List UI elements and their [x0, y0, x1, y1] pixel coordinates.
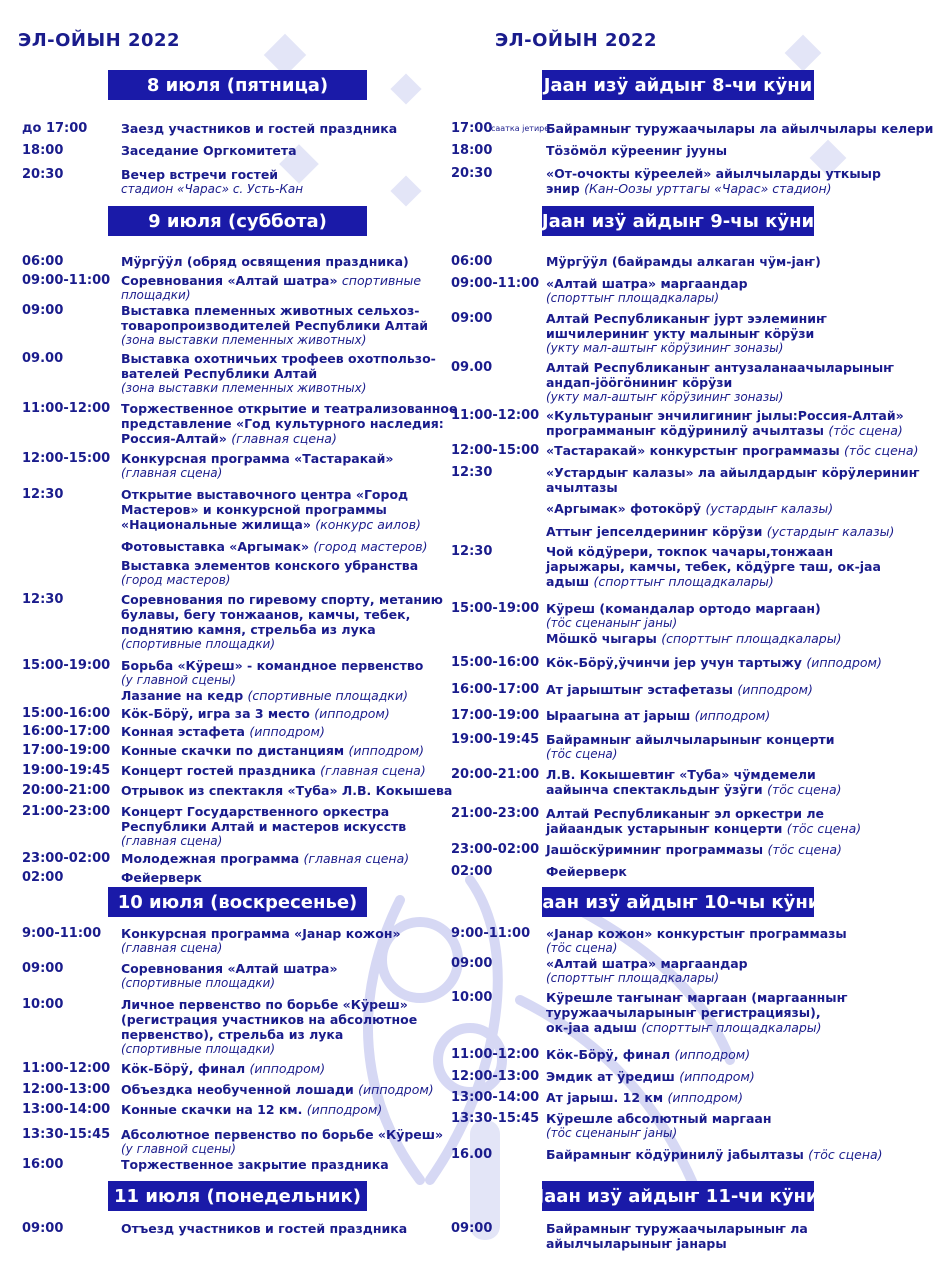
event-title: Ат јарыштыҥ эстафетазы (ипподром)	[546, 682, 813, 697]
event-text	[546, 1047, 750, 1062]
event-title: булавы, бегу тонжаанов, камчы, тебек,	[121, 607, 411, 622]
event-title: Россия-Алтай» (главная сцена)	[121, 431, 337, 446]
event-location: (у главной сцены)	[121, 673, 236, 687]
day-header: 9 июля (суббота)	[108, 206, 367, 236]
event-title: Л.В. Кокышевтиҥ «Туба» чӱмдемели	[546, 767, 816, 782]
event-time: 19:00-19:45	[22, 763, 111, 778]
event-location: (тӧс сцена)	[808, 1147, 883, 1162]
event-title: «Национальные жилища» (конкурс аилов)	[121, 517, 421, 532]
event-title: Аттыҥ јепселдериниҥ кӧрӱзи (устардыҥ калазы)	[546, 524, 895, 539]
event-time: 09.00	[22, 351, 64, 366]
event-location: (ипподром)	[679, 1069, 755, 1084]
event-time: 13:00-14:00	[22, 1102, 111, 1117]
event-location: (зона выставки племенных животных)	[121, 381, 367, 395]
event-text	[546, 166, 881, 196]
event-text	[546, 601, 821, 630]
event-title: Байрамныҥ кӧдӱринилӱ јабылтазы (тӧс сцена)	[546, 1147, 883, 1162]
event-time: 06:00	[22, 254, 64, 269]
event-text	[121, 451, 393, 480]
event-time: 16:00-17:00	[22, 724, 111, 739]
event-text	[546, 1147, 883, 1162]
event-title: Вечер встречи гостей	[121, 167, 279, 182]
event-title: јарыжары, камчы, тебек, кӧдӱрге таш, ок-јаа	[546, 559, 881, 574]
event-location: (главная сцена)	[303, 851, 410, 866]
event-text	[546, 631, 842, 646]
event-location: (ипподром)	[306, 1102, 383, 1117]
day-header: Јаан изӱ айдыҥ 11-чи кӱни	[542, 1181, 814, 1211]
event-text	[121, 121, 397, 136]
event-location: (ипподром)	[348, 743, 425, 758]
event-time: 19:00-19:45	[451, 732, 540, 747]
event-location: (укту мал-аштыҥ кӧрӱзиниҥ зоназы)	[546, 390, 784, 404]
event-title: Конкурсная программа «Јанар кожон»	[121, 926, 401, 941]
event-title: Мӱргӱӱл (обряд освящения праздника)	[121, 254, 409, 269]
event-title: Кӧк-Бӧрӱ, финал (ипподром)	[121, 1061, 326, 1076]
event-time: 13:00-14:00	[451, 1090, 540, 1105]
event-location: (тӧс сцена)	[767, 782, 842, 797]
brand-logo: ЭЛ-ОЙЫН 2022	[18, 30, 181, 51]
event-title: Отрывок из спектакля «Туба» Л.В. Кокышева	[121, 783, 453, 798]
event-location: (у главной сцены)	[121, 1142, 236, 1156]
event-text	[546, 990, 848, 1035]
day-header: 11 июля (понедельник)	[108, 1181, 367, 1211]
event-time: 13:30-15:45	[451, 1111, 540, 1126]
event-text	[121, 658, 423, 687]
event-title: Ат јарыш. 12 км (ипподром)	[546, 1090, 743, 1105]
event-time: 09:00	[22, 303, 64, 318]
event-text	[546, 311, 827, 355]
event-time: до 17:00	[22, 121, 88, 136]
event-title: «Тастаракай» конкурстыҥ программазы (тӧс сцена)	[546, 443, 919, 458]
event-title: аайынча спектакльдыҥ ӱзӱги (тӧс сцена)	[546, 782, 842, 797]
event-title: вателей Республики Алтай	[121, 366, 318, 381]
event-time: 20:30	[451, 166, 493, 181]
event-text	[121, 1082, 434, 1097]
event-location: (тӧс сцена)	[828, 423, 903, 438]
event-time: 12:00-15:00	[451, 443, 540, 458]
event-location: (главная сцена)	[121, 466, 223, 480]
event-title: Эмдик ат ӱредиш (ипподром)	[546, 1069, 755, 1084]
event-text	[546, 443, 918, 458]
event-location: (главная сцена)	[121, 941, 223, 955]
event-location: (устардыҥ калазы)	[705, 501, 834, 516]
day-header: Јаан изӱ айдыҥ 10-чы кӱни	[542, 887, 814, 917]
event-title: айылчыларыныҥ јанары	[546, 1236, 727, 1251]
event-title: Выставка охотничьих трофеев охотпользо-	[121, 351, 436, 366]
event-title: Торжественное закрытие праздника	[121, 1157, 389, 1172]
event-title: Конкурсная программа «Тастаракай»	[121, 451, 394, 466]
event-text	[121, 592, 443, 651]
event-text	[121, 870, 202, 885]
event-time: 18:00	[22, 143, 64, 158]
event-text	[121, 1102, 382, 1117]
event-title: энир (Кан-Оозы урттагы «Чарас» стадион)	[546, 181, 832, 196]
event-text	[546, 524, 894, 539]
event-title: «От-очокты кӱреелей» айылчыларды уткыыр	[546, 166, 881, 181]
event-text	[546, 956, 748, 985]
event-title: Алтай Республиканыҥ антузаланаачыларыныҥ	[546, 360, 895, 375]
event-text	[546, 864, 627, 879]
event-time: 15:00-16:00	[22, 706, 111, 721]
event-location: (тӧс сценаныҥ јаны)	[546, 1126, 678, 1140]
event-text	[121, 926, 401, 955]
event-location: (ипподром)	[667, 1090, 743, 1105]
event-title: Тӧзӧмӧл кӱреениҥ јууны	[546, 143, 728, 158]
event-title: «Аргымак» фотокӧрӱ (устардыҥ калазы)	[546, 501, 834, 516]
event-time: 15:00-19:00	[451, 601, 540, 616]
event-title: представление «Год культурного наследия:	[121, 416, 444, 431]
event-text	[546, 655, 882, 670]
event-location: (спорттыҥ площадкалары)	[546, 971, 720, 985]
event-title: туружаачыларыныҥ регистрациязы),	[546, 1005, 821, 1020]
event-time: 10:00	[451, 990, 493, 1005]
event-text	[121, 1061, 325, 1076]
event-text	[121, 743, 424, 758]
event-title: первенство), стрельба из лука	[121, 1027, 344, 1042]
event-text	[546, 1069, 755, 1084]
event-title: ишчилериниҥ укту малыныҥ кӧрӱзи	[546, 326, 815, 341]
event-time: 02:00	[451, 864, 493, 879]
event-time: 17:00-19:00	[22, 743, 111, 758]
event-time: 02:00	[22, 870, 64, 885]
event-text	[121, 724, 325, 739]
event-location: (зона выставки племенных животных)	[121, 333, 367, 347]
event-location: (ипподром)	[358, 1082, 434, 1097]
event-title: Заседание Оргкомитета	[121, 143, 297, 158]
event-text	[546, 842, 842, 857]
event-location: (конкурс аилов)	[315, 517, 421, 532]
event-text	[121, 783, 452, 798]
event-title: (регистрация участников на абсолютное	[121, 1012, 418, 1027]
event-title: ачылтазы	[546, 480, 618, 495]
event-title: Борьба «Кӱреш» - командное первенство	[121, 658, 424, 673]
event-location: площадки)	[121, 288, 191, 302]
event-text	[546, 143, 727, 158]
event-text	[546, 708, 770, 723]
event-location: (тӧс сцена)	[767, 842, 842, 857]
event-time: 12:30	[451, 544, 493, 559]
event-time: 20:00-21:00	[22, 783, 111, 798]
day-header: 8 июля (пятница)	[108, 70, 367, 100]
event-text	[121, 254, 409, 269]
event-text	[546, 732, 835, 761]
event-text	[121, 706, 390, 721]
event-text	[121, 851, 409, 866]
event-title: товаропроизводителей Республики Алтай	[121, 318, 429, 333]
event-title: ок-јаа адыш (спорттыҥ площадкалары)	[546, 1020, 822, 1035]
event-time: 21:00-23:00	[22, 804, 111, 819]
event-location: (ипподром)	[249, 1061, 326, 1076]
event-title: «Алтай шатра» маргаандар	[546, 276, 748, 291]
event-text	[546, 501, 833, 516]
event-time: 16.00	[451, 1147, 493, 1162]
event-text	[121, 763, 426, 778]
event-location: (спорттыҥ площадкалары)	[546, 291, 720, 305]
event-text	[546, 121, 933, 136]
event-title: Отъезд участников и гостей праздника	[121, 1221, 408, 1236]
brand-logo: ЭЛ-ОЙЫН 2022	[495, 30, 658, 51]
event-time: 20:00-21:00	[451, 767, 540, 782]
event-time: 12:00-15:00	[22, 451, 111, 466]
event-title: Выставка племенных животных сельхоз-	[121, 303, 420, 318]
event-time: 15:00-16:00	[451, 655, 540, 670]
event-title: поднятию камня, стрельба из лука	[121, 622, 376, 637]
event-title: Соревнования «Алтай шатра» спортивные	[121, 273, 422, 288]
event-title: Байрамныҥ туружаачылары ла айылчылары келери	[546, 121, 933, 136]
event-time: 16:00	[22, 1157, 64, 1172]
event-title: Концерт Государственного оркестра	[121, 804, 390, 819]
event-title: Байрамныҥ айылчыларыныҥ концерти	[546, 732, 835, 747]
event-title: Конные скачки по дистанциям (ипподром)	[121, 743, 425, 758]
event-time: 09:00	[451, 956, 493, 971]
event-title: Кӱрешле таҥынаҥ маргаан (маргаанныҥ	[546, 990, 848, 1005]
event-location: (ипподром)	[249, 724, 325, 739]
event-title: Ыраагына ат јарыш (ипподром)	[546, 708, 771, 723]
event-location: (спорттыҥ площадкалары)	[641, 1020, 822, 1035]
event-title: Фотовыставка «Аргымак» (город мастеров)	[121, 539, 428, 554]
event-time: 12:30	[22, 487, 64, 502]
event-location: (город мастеров)	[313, 539, 428, 554]
event-text	[121, 1157, 389, 1172]
event-time: 23:00-02:00	[451, 842, 540, 857]
event-title: «Алтай шатра» маргаандар	[546, 956, 748, 971]
event-title: Јашӧскӱримниҥ программазы (тӧс сцена)	[546, 842, 842, 857]
event-title: Кӱрешле абсолютный маргаан	[546, 1111, 772, 1126]
event-location: (главная сцена)	[231, 431, 337, 446]
event-title: Кӧк-Бӧрӱ, финал (ипподром)	[546, 1047, 751, 1062]
event-text	[121, 558, 418, 587]
event-location: (ипподром)	[737, 682, 813, 697]
event-text	[546, 682, 813, 697]
event-time: 9:00-11:00	[451, 926, 531, 941]
event-text	[121, 961, 338, 990]
event-title: Республики Алтай и мастеров искусств	[121, 819, 407, 834]
event-location: (ипподром)	[806, 655, 882, 670]
event-time: 12:00-13:00	[451, 1069, 540, 1084]
event-location: (главная сцена)	[121, 834, 223, 848]
event-location: (укту мал-аштыҥ кӧрӱзиниҥ зоназы)	[546, 341, 784, 355]
event-time: 21:00-23:00	[451, 806, 540, 821]
event-text	[546, 806, 861, 836]
event-location: (спорттыҥ площадкалары)	[593, 574, 774, 589]
event-time: 06:00	[451, 254, 493, 269]
event-time: 23:00-02:00	[22, 851, 111, 866]
event-location: (главная сцена)	[320, 763, 426, 778]
event-title: Концерт гостей праздника (главная сцена)	[121, 763, 426, 778]
event-time: 09:00	[22, 1221, 64, 1236]
event-location: (ипподром)	[674, 1047, 751, 1062]
event-title: Объездка необученной лошади (ипподром)	[121, 1082, 434, 1097]
event-text	[121, 997, 417, 1056]
event-title: јайаандык устарыныҥ концерти (тӧс сцена)	[546, 821, 862, 836]
event-title: Кӧк-Бӧрӱ, игра за 3 место (ипподром)	[121, 706, 390, 721]
event-text	[121, 303, 428, 347]
event-text	[121, 401, 457, 446]
event-text	[121, 273, 421, 302]
event-time: 18:00	[451, 143, 493, 158]
event-title: Молодежная программа (главная сцена)	[121, 851, 410, 866]
event-time: 09:00	[451, 311, 493, 326]
event-text	[546, 1111, 771, 1140]
event-time: 12:30	[451, 465, 493, 480]
event-time: 11:00-12:00	[22, 401, 111, 416]
event-time: 17:00-19:00	[451, 708, 540, 723]
event-location: (ипподром)	[694, 708, 771, 723]
event-text	[121, 1127, 443, 1156]
event-text	[546, 926, 847, 955]
event-time: 20:30	[22, 167, 64, 182]
event-title: Чой кӧдӱрери, токпок чачары,тонжаан	[546, 544, 834, 559]
event-time: 09:00	[22, 961, 64, 976]
event-title: Соревнования по гиревому спорту, метанию	[121, 592, 443, 607]
day-header: Јаан изӱ айдыҥ 9-чы кӱни	[542, 206, 814, 236]
event-title: Выставка элементов конского убранства	[121, 558, 419, 573]
event-title: Конные скачки на 12 км. (ипподром)	[121, 1102, 383, 1117]
event-title: Соревнования «Алтай шатра»	[121, 961, 338, 976]
event-title: андап-јӧӧгӧниниҥ кӧрӱзи	[546, 375, 733, 390]
event-title: Личное первенство по борьбе «Кӱреш»	[121, 997, 408, 1012]
day-header: 10 июля (воскресенье)	[108, 887, 367, 917]
event-text	[121, 351, 436, 395]
event-text	[546, 544, 881, 589]
day-header: Јаан изӱ айдыҥ 8-чи кӱни	[542, 70, 814, 100]
event-text	[546, 360, 894, 404]
event-time: 9:00-11:00	[22, 926, 102, 941]
event-time: 16:00-17:00	[451, 682, 540, 697]
event-location: (город мастеров)	[121, 573, 231, 587]
event-location: (тӧс сценаныҥ јаны)	[546, 616, 678, 630]
event-title: Байрамныҥ туружаачыларыныҥ ла	[546, 1221, 808, 1236]
event-text	[546, 408, 904, 438]
event-title: Открытие выставочного центра «Город	[121, 487, 409, 502]
event-time: 12:30	[22, 592, 64, 607]
event-title: Заезд участников и гостей праздника	[121, 121, 398, 136]
event-time: 10:00	[22, 997, 64, 1012]
event-location: (тӧс сцена)	[546, 747, 618, 761]
event-time: 09:00	[451, 1221, 493, 1236]
event-title: Абсолютное первенство по борьбе «Кӱреш»	[121, 1127, 444, 1142]
event-title: «Культураныҥ энчилигиниҥ јылы:Россия-Алтай»	[546, 408, 904, 423]
event-time: 12:00-13:00	[22, 1082, 111, 1097]
event-time: 13:30-15:45	[22, 1127, 111, 1142]
event-title: «Устардыҥ калазы» ла айылдардыҥ кӧрӱлериниҥ	[546, 465, 920, 480]
event-text	[121, 1221, 407, 1236]
event-text	[121, 539, 427, 554]
event-text	[546, 1221, 808, 1251]
event-location: (спортивные площадки)	[247, 688, 408, 703]
event-title: программаныҥ кӧдӱринилӱ ачылтазы (тӧс сцена)	[546, 423, 903, 438]
event-time: 11:00-12:00	[451, 408, 540, 423]
event-title: Конная эстафета (ипподром)	[121, 724, 325, 739]
event-text	[121, 804, 406, 848]
event-text	[121, 167, 303, 196]
event-location: (спортивные площадки)	[121, 1042, 276, 1056]
event-time-note: саатка јетире	[491, 124, 550, 133]
event-location: (спортивные площадки)	[121, 976, 276, 990]
event-location: (спорттыҥ площадкалары)	[661, 631, 842, 646]
event-title: Алтай Республиканыҥ эл оркестри ле	[546, 806, 824, 821]
event-text	[546, 276, 748, 305]
event-title: Торжественное открытие и театрализованное	[121, 401, 458, 416]
event-title: Мастеров» и конкурсной программы	[121, 502, 387, 517]
event-time: 09:00-11:00	[451, 276, 540, 291]
event-text	[121, 688, 408, 703]
event-text	[121, 143, 297, 158]
event-location: спортивные	[341, 273, 422, 288]
event-text	[121, 487, 421, 532]
event-title: Мӧшкӧ чыгары (спорттыҥ площадкалары)	[546, 631, 842, 646]
event-time: 11:00-12:00	[22, 1061, 111, 1076]
event-title: Фейерверк	[121, 870, 202, 885]
event-text	[546, 767, 842, 797]
event-title: «Јанар кожон» конкурстыҥ программазы	[546, 926, 847, 941]
event-title: адыш (спорттыҥ площадкалары)	[546, 574, 774, 589]
event-title: Кӧк-Бӧрӱ,ӱчинчи јер учун тартыжу (ипподром)	[546, 655, 882, 670]
event-location: (устардыҥ калазы)	[766, 524, 895, 539]
event-time: 15:00-19:00	[22, 658, 111, 673]
event-location: (ипподром)	[314, 706, 390, 721]
event-location: (тӧс сцена)	[546, 941, 618, 955]
event-location: (тӧс сцена)	[844, 443, 919, 458]
event-location: стадион «Чарас» с. Усть-Кан	[121, 182, 304, 196]
event-location: (тӧс сцена)	[786, 821, 862, 836]
event-time: 11:00-12:00	[451, 1047, 540, 1062]
event-title: Лазание на кедр (спортивные площадки)	[121, 688, 408, 703]
event-title: Алтай Республиканыҥ јурт ээлеминиҥ	[546, 311, 827, 326]
event-text	[546, 254, 821, 269]
event-title: Кӱреш (командалар ортодо маргаан)	[546, 601, 821, 616]
event-location: (спортивные площадки)	[121, 637, 276, 651]
event-text	[546, 1090, 743, 1105]
event-text	[546, 465, 920, 495]
event-location: (Кан-Оозы урттагы «Чарас» стадион)	[584, 181, 832, 196]
event-title: Мӱргӱӱл (байрамды алкаган чӱм-јаҥ)	[546, 254, 821, 269]
event-time: 09:00-11:00	[22, 273, 111, 288]
event-time: 17:00	[451, 121, 493, 136]
event-time: 09.00	[451, 360, 493, 375]
event-title: Фейерверк	[546, 864, 627, 879]
